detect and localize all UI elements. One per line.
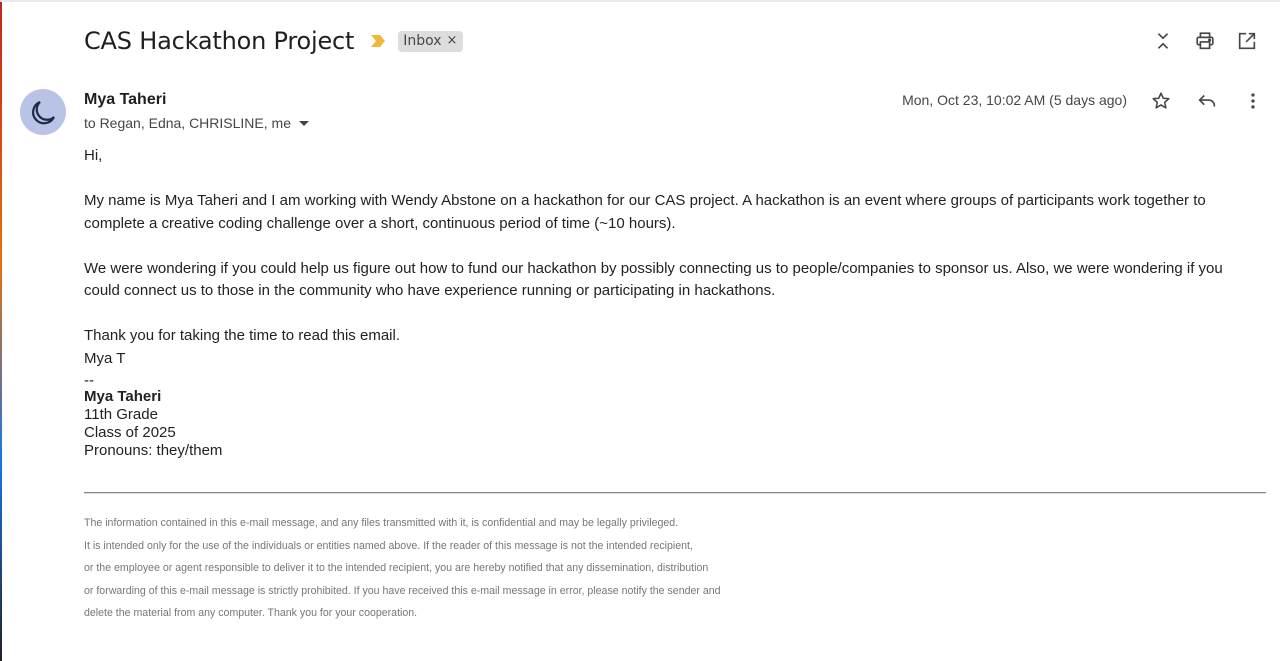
disclaimer-line: delete the material from any computer. Thank you for your cooperation. (84, 607, 418, 619)
reply-icon (1196, 90, 1218, 112)
star-icon (1150, 90, 1172, 112)
message-body (84, 145, 1244, 460)
message-actions (1138, 88, 1276, 114)
sender-avatar[interactable] (20, 89, 66, 135)
reply-button[interactable] (1184, 88, 1230, 114)
importance-marker-icon[interactable] (370, 34, 386, 48)
thanks-line: Thank you for taking the time to read this email. (84, 327, 400, 344)
confidentiality-disclaimer (84, 512, 884, 625)
signoff: Mya T (84, 349, 126, 367)
expand-collapse-icon (1152, 30, 1174, 52)
moon-avatar-icon (28, 97, 58, 127)
window-edge (0, 0, 2, 661)
signature-class: Class of 2025 (84, 424, 176, 441)
disclaimer-line: It is intended only for the use of the individuals or entities named above. If the reader of this message is not the intended recipient, (84, 539, 693, 552)
message-date: Mon, Oct 23, 10:02 AM (5 days ago) (902, 92, 1127, 108)
open-in-new-window-button[interactable] (1226, 28, 1268, 54)
show-details-caret-icon[interactable] (299, 121, 309, 126)
signature-block (84, 388, 1244, 460)
more-vert-icon (1242, 90, 1264, 112)
print-icon (1194, 30, 1216, 52)
disclaimer-line: The information contained in this e-mail message, and any files transmitted with it, is confidential and may be legally privileged. (84, 517, 679, 529)
inbox-label-text: Inbox (403, 32, 442, 49)
signature-name: Mya Taheri (84, 388, 162, 405)
open-in-new-icon (1236, 30, 1258, 52)
recipients-line (84, 115, 309, 131)
body-paragraph-1: My name is Mya Taheri and I am working with Wendy Abstone on a hackathon for our CAS project. A hackathon is an event where groups of participants work together to complete a creative coding challenge over a short, continuous period of time (~10 hours). (84, 192, 1206, 232)
top-strip (0, 0, 1280, 2)
print-button[interactable] (1184, 28, 1226, 54)
more-options-button[interactable] (1230, 88, 1276, 114)
email-subject: CAS Hackathon Project (84, 27, 355, 55)
body-paragraph-2: We were wondering if you could help us figure out how to fund our hackathon by possibly connecting us to people/companies to sponsor us. Also, we were wondering if you could connect us to those in the community who have experience running or participating in hackathons. (84, 259, 1223, 299)
star-button[interactable] (1138, 88, 1184, 114)
remove-label-button[interactable]: × (446, 33, 458, 48)
signature-grade: 11th Grade (84, 406, 158, 423)
disclaimer-line: or the employee or agent responsible to deliver it to the intended recipient, you are hereby notified that any dissemination, distribution (84, 562, 709, 574)
signature-pronouns: Pronouns: they/them (84, 442, 223, 459)
thread-actions (1142, 28, 1268, 54)
signature-divider (84, 492, 1266, 494)
signature-separator: -- (84, 372, 94, 389)
greeting: Hi, (84, 147, 103, 164)
sender-name[interactable]: Mya Taheri (84, 91, 167, 108)
inbox-label-chip (398, 31, 463, 52)
subject-row (84, 24, 463, 58)
disclaimer-line: or forwarding of this e-mail message is strictly prohibited. If you have received this e-mail message in error, please notify the sender and (84, 584, 721, 597)
recipients-text: to Regan, Edna, CHRISLINE, me (84, 115, 291, 131)
expand-collapse-button[interactable] (1142, 28, 1184, 54)
